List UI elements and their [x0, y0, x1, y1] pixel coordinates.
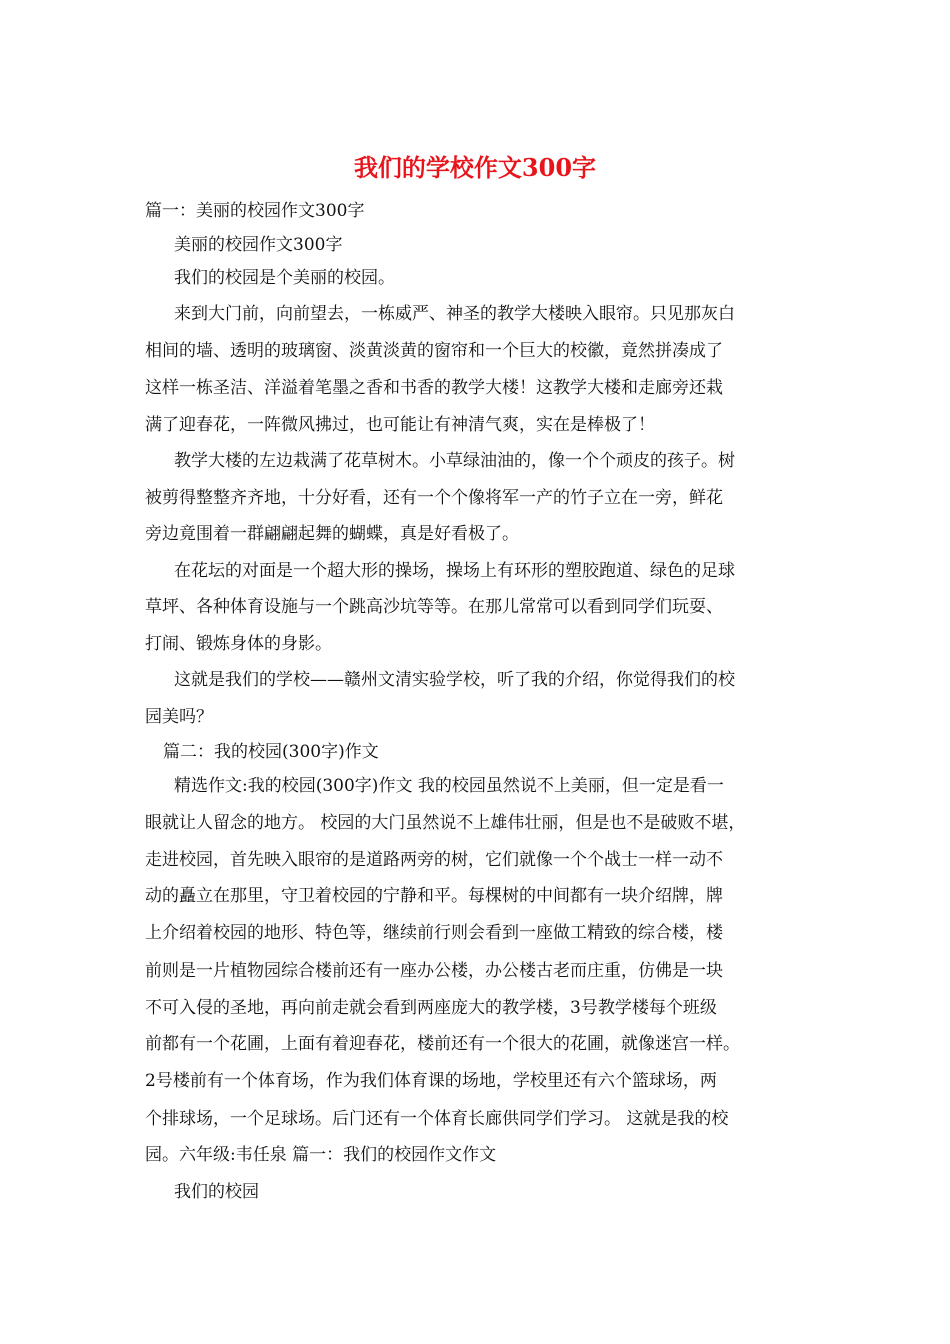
text-line: 前都有一个花圃，上面有着迎春花，楼前还有一个很大的花圃，就像迷宫一样。 [145, 1034, 740, 1054]
text-line: 旁边竟围着一群翩翩起舞的蝴蝶，真是好看极了。 [145, 524, 519, 544]
text-line: 教学大楼的左边栽满了花草树木。小草绿油油的，像一个个顽皮的孩子。树 [174, 451, 735, 471]
text-line: 我们的校园 [174, 1182, 259, 1202]
text-line: 满了迎春花，一阵微风拂过，也可能让有神清气爽，实在是棒极了！ [145, 415, 655, 435]
text-line: 打闹、锻炼身体的身影。 [145, 634, 332, 654]
text-line: 这样一栋圣洁、洋溢着笔墨之香和书香的教学大楼！这教学大楼和走廊旁还栽 [145, 378, 723, 398]
text-line: 被剪得整整齐齐地，十分好看，还有一个个像将军一产的竹子立在一旁，鲜花 [145, 488, 723, 508]
text-line: 在花坛的对面是一个超大形的操场，操场上有环形的塑胶跑道、绿色的足球 [174, 561, 735, 581]
text-line: 这就是我们的学校——赣州文清实验学校，听了我的介绍，你觉得我们的校 [174, 670, 735, 690]
text-line: 前则是一片植物园综合楼前还有一座办公楼，办公楼古老而庄重，仿佛是一块 [145, 961, 723, 981]
text-line: 个排球场，一个足球场。后门还有一个体育长廊供同学们学习。 这就是我的校 [145, 1109, 729, 1129]
text-line: 上介绍着校园的地形、特色等，继续前行则会看到一座做工精致的综合楼，楼 [145, 923, 723, 943]
text-line: 我们的校园是个美丽的校园。 [174, 268, 395, 288]
text-line: 动的矗立在那里，守卫着校园的宁静和平。每棵树的中间都有一块介绍牌，牌 [145, 886, 723, 906]
text-line: 篇二：我的校园(300字)作文 [163, 742, 379, 762]
text-line: 篇一：美丽的校园作文300字 [145, 201, 365, 221]
text-line: 美丽的校园作文300字 [174, 235, 343, 255]
text-line: 园美吗？ [145, 707, 213, 727]
text-line: 草坪、各种体育设施与一个跳高沙坑等等。在那儿常常可以看到同学们玩耍、 [145, 597, 723, 617]
text-line: 2号楼前有一个体育场，作为我们体育课的场地，学校里还有六个篮球场，两 [145, 1071, 717, 1091]
text-line: 走进校园，首先映入眼帘的是道路两旁的树，它们就像一个个战士一样一动不 [145, 850, 723, 870]
text-line: 来到大门前，向前望去，一栋威严、神圣的教学大楼映入眼帘。只见那灰白 [174, 304, 735, 324]
text-line: 眼就让人留念的地方。 校园的大门虽然说不上雄伟壮丽，但是也不是破败不堪， [145, 813, 746, 833]
text-line: 精选作文:我的校园(300字)作文 我的校园虽然说不上美丽，但一定是看一 [174, 776, 724, 796]
text-line: 相间的墙、透明的玻璃窗、淡黄淡黄的窗帘和一个巨大的校徽，竟然拼凑成了 [145, 341, 723, 361]
document-title: 我们的学校作文300字 [353, 153, 597, 182]
text-line: 不可入侵的圣地，再向前走就会看到两座庞大的教学楼，3号教学楼每个班级 [145, 998, 717, 1018]
text-line: 园。六年级:韦任泉 篇一：我们的校园作文作文 [145, 1145, 497, 1165]
